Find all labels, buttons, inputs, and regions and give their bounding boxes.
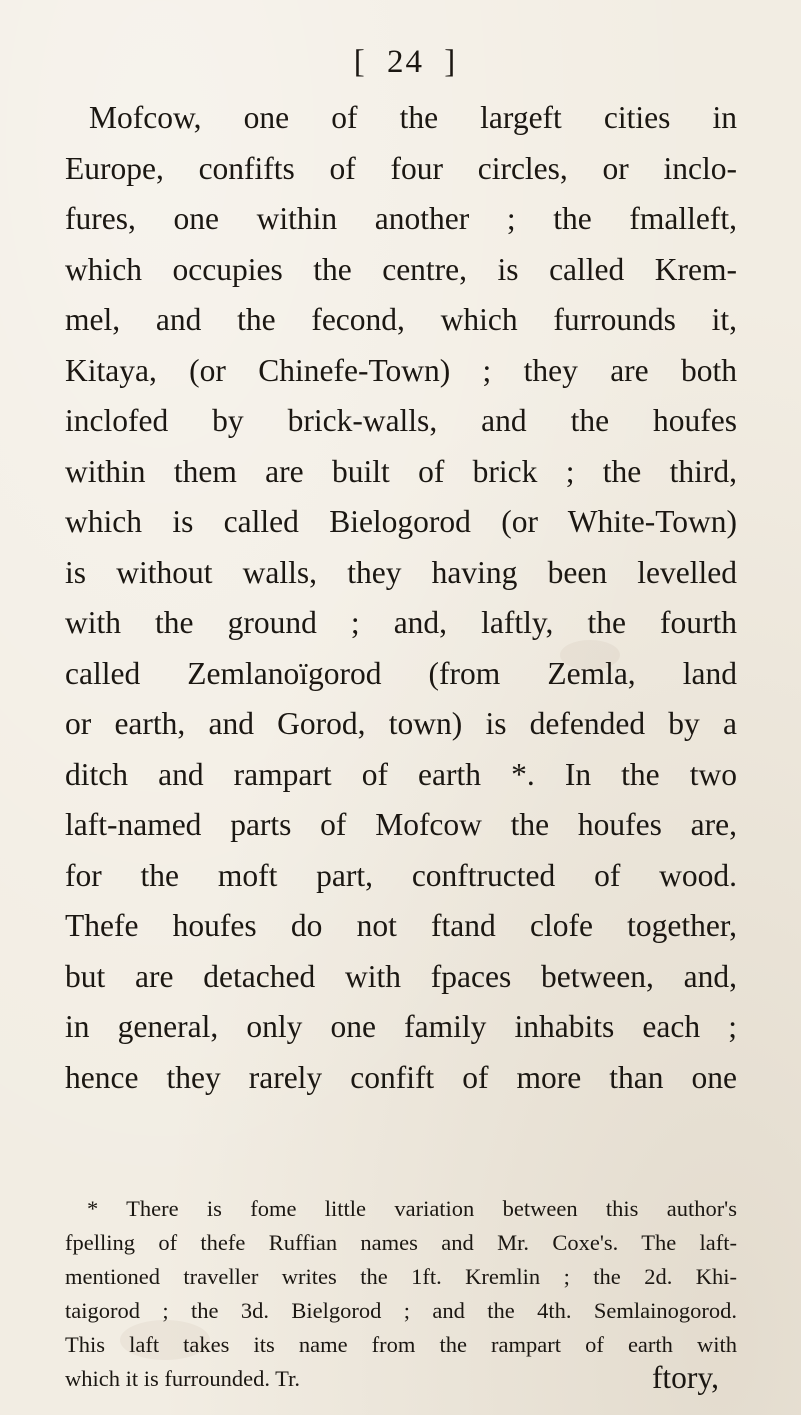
text-line: Thefe houfes do not ftand clofe together, <box>65 908 737 943</box>
text-line: which is called Bielogorod (or White-Town) <box>65 504 737 539</box>
text-line: ditch and rampart of earth *. In the two <box>65 756 737 792</box>
page-number-open-bracket: [ <box>353 44 367 80</box>
text-line: mel, and the fecond, which furrounds it, <box>65 302 737 337</box>
text-line: with the ground ; and, laftly, the fourth <box>65 605 737 640</box>
text-line: which occupies the centre, is called Krem- <box>65 251 737 287</box>
text-line: Kitaya, (or Chinefe-Town) ; they are both <box>65 352 737 388</box>
footnote-line: fpelling of thefe Ruffian names and Mr. Coxe's. The laft- <box>65 1230 737 1255</box>
text-line: for the moft part, conftructed of wood. <box>65 857 737 893</box>
page-number <box>0 44 801 81</box>
footnote-line: mentioned traveller writes the 1ft. Kremlin ; the 2d. Khi- <box>65 1264 737 1289</box>
text-line: hence they rarely confift of more than one <box>65 1059 737 1095</box>
catchword: ftory, <box>651 1360 719 1395</box>
text-line: but are detached with fpaces between, and, <box>65 958 737 994</box>
footnote-line: This laft takes its name from the rampart of earth with <box>65 1332 737 1357</box>
page-number-close-bracket: ] <box>444 44 458 80</box>
text-line: Europe, confifts of four circles, or inclo- <box>65 150 737 186</box>
text-line: Mofcow, one of the largeft cities in <box>89 100 737 135</box>
footnote-line: which it is furrounded. Tr. <box>65 1366 301 1391</box>
text-line: laft-named parts of Mofcow the houfes are, <box>65 807 737 842</box>
text-line: in general, only one family inhabits each ; <box>65 1009 737 1044</box>
main-text-block <box>65 93 737 1103</box>
text-line: fures, one within another ; the fmalleft, <box>65 201 737 236</box>
text-line: within them are built of brick ; the third, <box>65 453 737 489</box>
text-line: or earth, and Gorod, town) is defended by a <box>65 706 737 741</box>
footnote-block <box>65 1192 737 1396</box>
footnote-line: * There is fome little variation between this author's <box>87 1196 737 1221</box>
text-line: inclofed by brick-walls, and the houfes <box>65 403 737 438</box>
footnote-line: taigorod ; the 3d. Bielgorod ; and the 4th. Semlainogorod. <box>65 1298 737 1323</box>
text-line: called Zemlanoïgorod (from Zemla, land <box>65 655 737 691</box>
text-line: is without walls, they having been levelled <box>65 554 737 590</box>
page-number-value: 24 <box>387 44 424 80</box>
